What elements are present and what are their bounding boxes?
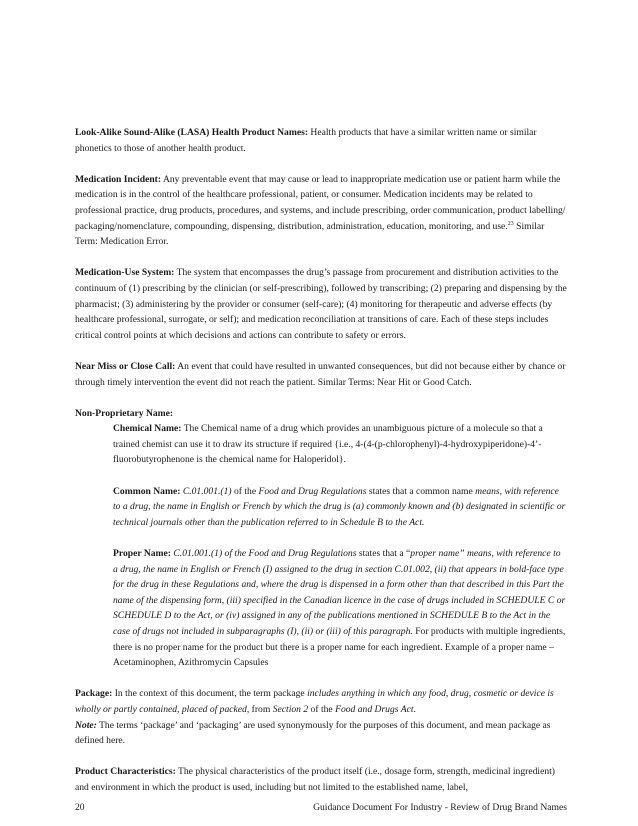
- connector-text: , from: [246, 703, 273, 715]
- regulation-quote: proper name” means, with reference to a drug, the name in English or French (I) assigned to the drug in section C.01.002, (ii) that appears in bold-face type for the drug in these Regulations and, where the drug is dispensed in a form other than that described in this Part the name of the dispensing form, (iii) specified in the Canadian licence in the case of drugs included in SCHEDULE C or SCHEDULE D to the Act, or (iv) assigned in any of the publications mentioned in SCHEDULE B to the Act in the case of drugs not included in subparagraphs (I), (ii) or (iii) of this paragraph.: [113, 548, 566, 637]
- term-heading: Medication-Use System:: [75, 267, 175, 279]
- regulation-quote: means, with reference to a drug, the name in English or French by which the drug is (a) commonly known and (b) designated in scientific or technical journals other than the publication referred to in Schedule B to the Act.: [113, 485, 566, 528]
- note-text: The terms ‘package’ and ‘packaging’ are used synonymously for the purposes of this document, and mean package as defined here.: [75, 719, 551, 747]
- subdefinition-chemical-name: [113, 421, 567, 468]
- definition-text: Any preventable event that may cause or lead to inappropriate medication use or patient harm while the medication is in the control of the healthcare professional, patient, or consumer. Medication incidents may be related to professional practice, drug products, procedures, and systems, and include prescribing, order communication, product labelling/ packaging/nomenclature, compounding, dispensing, distribution, administration, education, monitoring, and use.: [75, 173, 566, 232]
- page-body: [75, 125, 567, 811]
- term-heading-non-proprietary: [75, 406, 567, 422]
- act-title: Food and Drugs Act: [335, 703, 414, 715]
- definition-medication-use-system: [75, 265, 567, 343]
- definition-near-miss: [75, 359, 567, 390]
- connector-text: of the: [308, 703, 336, 715]
- punctuation: .: [413, 703, 416, 715]
- term-heading: Package:: [75, 688, 113, 700]
- page-number: 20: [75, 802, 85, 813]
- definition-text: An event that could have resulted in unwanted consequences, but did not because either by chance or through timely intervention the event did not reach the patient. Similar Terms: Near Hit or Good Catch.: [75, 360, 566, 388]
- act-section: Section 2: [272, 703, 309, 715]
- subdefinition-proper-name: [113, 546, 567, 671]
- subterm-heading: Chemical Name:: [113, 423, 182, 435]
- definition-lasa: [75, 125, 567, 156]
- act-quote: includes anything in which any food, drug, cosmetic or device is wholly or partly contained, placed of packed: [75, 688, 554, 715]
- subdefinition-text: The Chemical name of a drug which provides an unambiguous picture of a molecule so that a trained chemist can use it to draw its structure if required {i.e., 4-(4-(p-chlorophenyl)-4-hydroxypiperidone)-4’-fluorobutyrophenone is the chemical name for Haloperidol}.: [113, 423, 543, 466]
- regulation-title: Food and Drug Regulations: [258, 485, 367, 497]
- term-heading: Non-Proprietary Name:: [75, 407, 174, 419]
- definition-medication-incident: [75, 172, 567, 250]
- connector-text: states that a common name: [366, 485, 476, 497]
- definition-product-characteristics: [75, 764, 567, 795]
- subdefinition-text-after: For products with multiple ingredients, there is no proper name for the product but there is a proper name for each ingredient. Example of a proper name – Acetaminophen, Azithromycin Capsules: [113, 626, 566, 669]
- note-label: Note:: [75, 719, 97, 731]
- connector-text: of the: [231, 485, 259, 497]
- definition-text: Health products that have a similar written name or similar phonetics to those of another health product.: [75, 127, 537, 154]
- connector-text: states that a “: [356, 548, 411, 560]
- definition-text-after: Similar Term: Medication Error.: [75, 220, 545, 248]
- term-heading: Medication Incident:: [75, 173, 162, 185]
- definition-text: The system that encompasses the drug’s passage from procurement and distribution activities to the continuum of (1) prescribing by the clinician (or self-prescribing), followed by transcribing; (2) preparing and dispensing by the pharmacist; (3) administering by the provider or consumer (self-care); (4) monitoring for therapeutic and adverse effects (by healthcare professional, surrogate, or self); and medication reconciliation at transitions of care. Each of these steps includes critical control points at which decisions and actions can contribute to safety or errors.: [75, 267, 567, 341]
- footer-document-title: Guidance Document For Industry - Review of Drug Brand Names: [313, 802, 567, 813]
- footnote-reference[interactable]: 23: [507, 220, 514, 227]
- regulation-reference: C.01.001.(1) of the Food and Drug Regulations: [171, 548, 357, 560]
- term-heading: Product Characteristics:: [75, 766, 176, 778]
- definition-non-proprietary: [75, 406, 567, 671]
- term-heading: Look-Alike Sound-Alike (LASA) Health Product Names:: [75, 127, 309, 138]
- regulation-reference: C.01.001.(1): [180, 485, 232, 497]
- definition-text: In the context of this document, the term package: [112, 688, 308, 700]
- definition-text: The physical characteristics of the product itself (i.e., dosage form, strength, medicinal ingredient) and environment in which the product is used, including but not limited to the established name, label,: [75, 766, 555, 793]
- subdefinition-common-name: [113, 484, 567, 531]
- subterm-heading: Common Name:: [113, 485, 181, 497]
- subterm-heading: Proper Name:: [113, 548, 171, 560]
- page-footer: [75, 800, 567, 816]
- term-heading: Near Miss or Close Call:: [75, 360, 176, 372]
- definition-package: [75, 686, 567, 748]
